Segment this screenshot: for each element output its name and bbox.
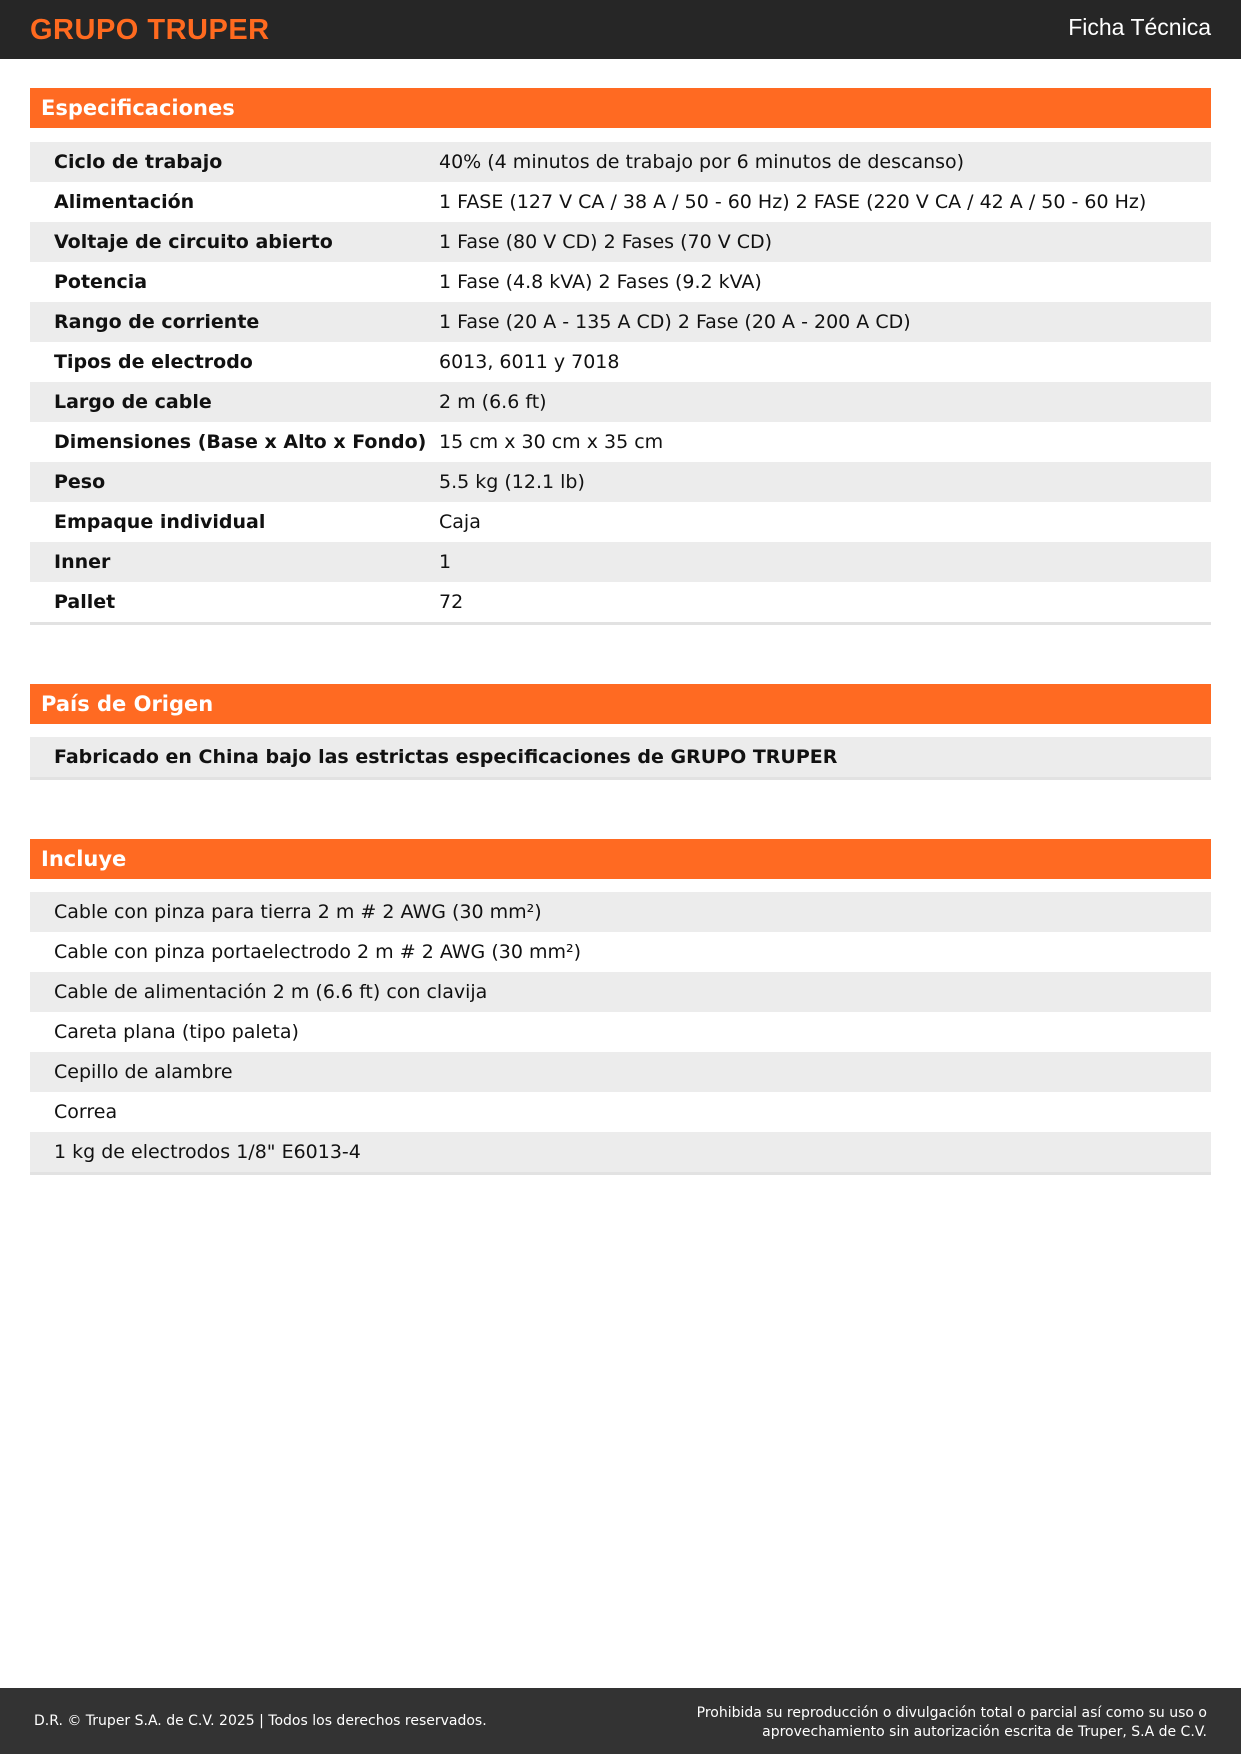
spec-label: Ciclo de trabajo xyxy=(54,151,223,173)
origin-row xyxy=(30,737,1211,777)
spec-row xyxy=(30,222,1211,262)
specs-table xyxy=(30,142,1211,625)
list-item xyxy=(30,932,1211,972)
spec-value: 1 Fase (20 A - 135 A CD) 2 Fase (20 A - 200 A CD) xyxy=(439,311,911,333)
spec-value: 1 Fase (4.8 kVA) 2 Fases (9.2 kVA) xyxy=(439,271,762,293)
spec-value: 40% (4 minutos de trabajo por 6 minutos de descanso) xyxy=(439,151,965,173)
truper-logo: GRUPO TRUPER xyxy=(30,14,270,46)
spec-label: Dimensiones (Base x Alto x Fondo) xyxy=(54,431,427,453)
spec-row xyxy=(30,502,1211,542)
spec-label: Tipos de electrodo xyxy=(54,351,253,373)
spec-value: 1 xyxy=(439,551,452,573)
spec-value: 2 m (6.6 ft) xyxy=(439,391,547,413)
legal-notice-line: aprovechamiento sin autorización escrita de Truper, S.A de C.V. xyxy=(762,1724,1207,1740)
include-item-text: Cepillo de alambre xyxy=(54,1061,233,1083)
list-item xyxy=(30,1052,1211,1092)
spec-row xyxy=(30,382,1211,422)
spec-value: 6013, 6011 y 7018 xyxy=(439,351,620,373)
top-header-bar xyxy=(0,0,1241,59)
spec-label: Pallet xyxy=(54,591,116,613)
spec-row xyxy=(30,342,1211,382)
spec-row xyxy=(30,182,1211,222)
spec-row xyxy=(30,302,1211,342)
legal-notice-line: Prohibida su reproducción o divulgación total o parcial así como su uso o xyxy=(696,1705,1207,1721)
copyright-text: D.R. © Truper S.A. de C.V. 2025 | Todos los derechos reservados. xyxy=(34,1713,487,1729)
spec-value: 1 Fase (80 V CD) 2 Fases (70 V CD) xyxy=(439,231,773,253)
spec-row xyxy=(30,542,1211,582)
document-type-title: Ficha Técnica xyxy=(1068,14,1211,40)
legal-notice xyxy=(647,1704,1207,1742)
spec-value: Caja xyxy=(439,511,481,533)
origin-table xyxy=(30,737,1211,780)
list-item xyxy=(30,1092,1211,1132)
spec-label: Alimentación xyxy=(54,191,195,213)
spec-row xyxy=(30,142,1211,182)
list-item xyxy=(30,972,1211,1012)
spec-value: 5.5 kg (12.1 lb) xyxy=(439,471,585,493)
specs-section-header: Especificaciones xyxy=(30,88,1211,128)
spec-row xyxy=(30,462,1211,502)
spec-row xyxy=(30,262,1211,302)
spec-label: Largo de cable xyxy=(54,391,212,413)
spec-value: 15 cm x 30 cm x 35 cm xyxy=(439,431,664,453)
spec-label: Voltaje de circuito abierto xyxy=(54,231,333,253)
spec-row xyxy=(30,582,1211,622)
list-item xyxy=(30,1132,1211,1172)
includes-section-header: Incluye xyxy=(30,839,1211,879)
include-item-text: Cable de alimentación 2 m (6.6 ft) con clavija xyxy=(54,981,488,1003)
spec-value: 1 FASE (127 V CA / 38 A / 50 - 60 Hz) 2 FASE (220 V CA / 42 A / 50 - 60 Hz) xyxy=(439,191,1147,213)
spec-label: Peso xyxy=(54,471,106,493)
include-item-text: Correa xyxy=(54,1101,118,1123)
origin-section-header: País de Origen xyxy=(30,684,1211,724)
spec-label: Inner xyxy=(54,551,111,573)
spec-value: 72 xyxy=(439,591,464,613)
origin-text: Fabricado en China bajo las estrictas especificaciones de GRUPO TRUPER xyxy=(54,746,838,768)
include-item-text: Cable con pinza portaelectrodo 2 m # 2 AWG (30 mm²) xyxy=(54,941,581,963)
spec-row xyxy=(30,422,1211,462)
spec-label: Rango de corriente xyxy=(54,311,260,333)
list-item xyxy=(30,892,1211,932)
spec-label: Empaque individual xyxy=(54,511,266,533)
include-item-text: Careta plana (tipo paleta) xyxy=(54,1021,299,1043)
includes-list xyxy=(30,892,1211,1175)
include-item-text: 1 kg de electrodos 1/8" E6013-4 xyxy=(54,1141,361,1163)
include-item-text: Cable con pinza para tierra 2 m # 2 AWG (30 mm²) xyxy=(54,901,542,923)
spec-label: Potencia xyxy=(54,271,148,293)
page-footer xyxy=(0,1688,1241,1754)
list-item xyxy=(30,1012,1211,1052)
